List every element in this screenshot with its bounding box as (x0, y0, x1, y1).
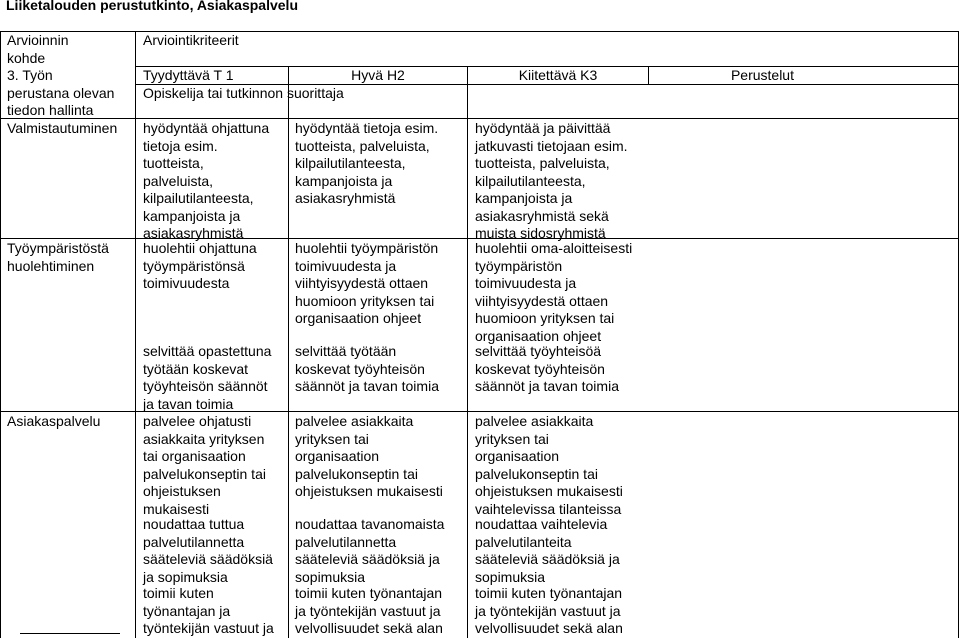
grade-h2-label: Hyvä H2 (351, 67, 405, 83)
row-divider (0, 118, 959, 119)
column-divider (288, 66, 289, 638)
column-divider (467, 66, 468, 638)
grade-t1-label: Tyydyttävä T 1 (143, 67, 234, 83)
cell-t1: hyödyntää ohjattuna tietoja esim. tuotteista, palveluista, kilpailutilanteesta, kampanjoista ja asiakasryhmistä (143, 120, 270, 241)
cell-h2: huolehtii työympäristön toimivuudesta ja viihtyisyydestä ottaen huomioon yrityksen tai organisaation ohjeet (295, 240, 439, 326)
page-title: Liiketalouden perustutkinto, Asiakaspalvelu (6, 0, 298, 13)
subject-label: Opiskelija tai tutkinnon suorittaja (143, 85, 344, 101)
cell-k3: palvelee asiakkaita yrityksen tai organisaation palvelukonseptin tai ohjeistuksen mukaisesti vaihtelevissa tilanteissa (475, 413, 623, 517)
cell-t1: noudattaa tuttua palvelutilannetta sääteleviä säädöksiä ja sopimuksia (143, 516, 273, 585)
header-criteria-label: Arviointikriteerit (143, 32, 239, 48)
cell-h2: toimii kuten työnantajan ja työntekijän vastuut ja velvollisuudet sekä alan (295, 585, 443, 636)
grade-k3-label: Kiitettävä K3 (518, 67, 598, 83)
column-divider (135, 31, 136, 638)
row-label-asiakaspalvelu: Asiakaspalvelu (7, 413, 101, 429)
header-target-label: Arvioinnin kohde (7, 32, 69, 66)
cell-h2: hyödyntää tietoja esim. tuotteista, palveluista, kilpailutilanteesta, kampanjoista ja asiakasryhmistä (295, 120, 439, 206)
cell-h2: palvelee asiakkaita yrityksen tai organisaation palvelukonseptin tai ohjeistuksen mukaisesti (295, 413, 443, 499)
cell-t1: toimii kuten työnantajan ja työntekijän vastuut ja (143, 585, 274, 636)
cell-k3: selvittää työyhteisöä koskevat työyhteisön säännöt ja tavan toimia (475, 343, 619, 394)
cell-k3: hyödyntää ja päivittää jatkuvasti tietojaan esim. tuotteista, palveluista, kilpailutilanteesta, kampanjoista ja asiakasryhmistä sekä muista sidosryhmistä (475, 120, 628, 241)
cell-t1: huolehtii ohjattuna työympäristönsä toimivuudesta (143, 240, 257, 291)
cell-t1: selvittää opastettuna työtään koskevat työyhteisön säännöt ja tavan toimia (143, 343, 272, 412)
table-border-left (0, 31, 1, 638)
cell-t1: palvelee ohjatusti asiakkaita yrityksen tai organisaation palvelukonseptin tai ohjeistuksen mukaisesti (143, 413, 266, 517)
cell-k3: huolehtii oma-aloitteisesti työympäristön toimivuudesta ja viihtyisyydestä ottaen huomioon yrityksen tai organisaation ohjeet (475, 240, 633, 344)
rationale-label: Perustelut (730, 67, 794, 83)
cell-h2: noudattaa tavanomaista palvelutilannetta sääteleviä säädöksiä ja sopimuksia (295, 516, 445, 585)
cell-k3: toimii kuten työnantajan ja työntekijän vastuut ja velvollisuudet sekä alan (475, 585, 623, 636)
cell-k3: noudattaa vaihtelevia palvelutilanteita sääteleviä säädöksiä ja sopimuksia (475, 516, 620, 585)
row-label-tyoymparisto: Työympäristöstä huolehtiminen (7, 240, 109, 274)
row-label-valmistautuminen: Valmistautuminen (7, 120, 118, 136)
section-label: 3. Työn perustana olevan tiedon hallinta (7, 67, 115, 118)
row-divider-partial (20, 633, 120, 634)
cell-h2: selvittää työtään koskevat työyhteisön säännöt ja tavan toimia (295, 343, 439, 394)
